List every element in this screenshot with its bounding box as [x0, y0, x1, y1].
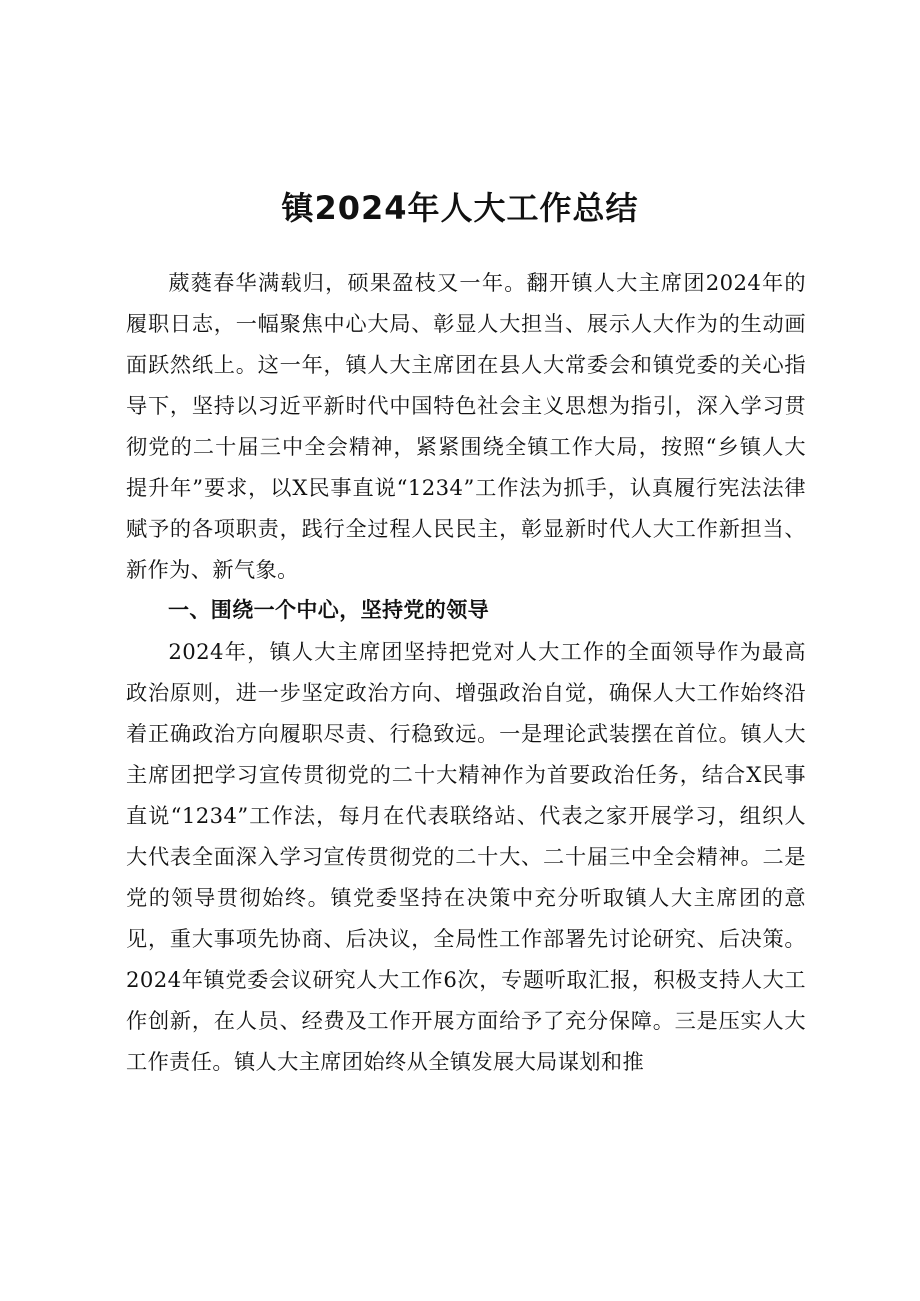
intro-paragraph: 葳蕤春华满载归，硕果盈枝又一年。翻开镇人大主席团2024年的履职日志，一幅聚焦中心大局、彰显人大担当、展示人大作为的生动画面跃然纸上。这一年，镇人大主席团在县人大常委会和镇党委的关心指导下，坚持以习近平新时代中国特色社会主义思想为指引，深入学习贯彻党的二十届三中全会精神，紧紧围绕全镇工作大局，按照“乡镇人大提升年”要求，以X民事直说“1234”工作法为抓手，认真履行宪法法律赋予的各项职责，践行全过程人民民主，彰显新时代人大工作新担当、新作为、新气象。	[126, 270, 806, 582]
document-title: 镇2024年人大工作总结	[281, 189, 639, 228]
section-heading-1: 一、围绕一个中心，坚持党的领导	[168, 598, 489, 622]
document-body	[126, 262, 806, 1082]
section-1-paragraph: 2024年，镇人大主席团坚持把党对人大工作的全面领导作为最高政治原则，进一步坚定政治方向、增强政治自觉，确保人大工作始终沿着正确政治方向履职尽责、行稳致远。一是理论武装摆在首位。镇人大主席团把学习宣传贯彻党的二十大精神作为首要政治任务，结合X民事直说“1234”工作法，每月在代表联络站、代表之家开展学习，组织人大代表全面深入学习宣传贯彻党的二十大、二十届三中全会精神。二是党的领导贯彻始终。镇党委坚持在决策中充分听取镇人大主席团的意见，重大事项先协商、后决议，全局性工作部署先讨论研究、后决策。2024年镇党委会议研究人大工作6次，专题听取汇报，积极支持人大工作创新，在人员、经费及工作开展方面给予了充分保障。三是压实人大工作责任。镇人大主席团始终从全镇发展大局谋划和推	[126, 639, 806, 1074]
